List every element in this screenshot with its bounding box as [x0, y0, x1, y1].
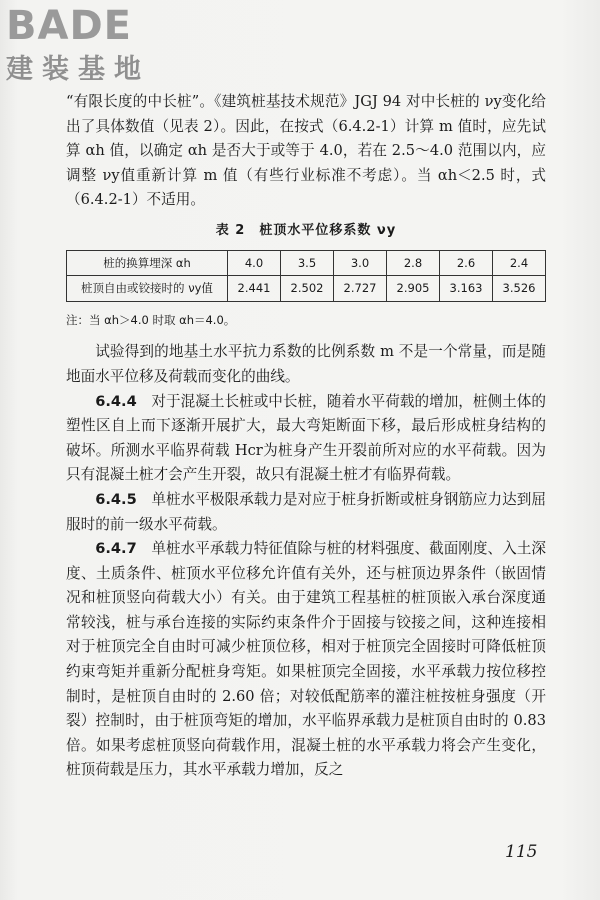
logo-main-text: BADE: [6, 3, 132, 49]
table-header-cell: 3.5: [281, 250, 334, 276]
coefficient-table: [66, 250, 546, 302]
table-header-label: 桩的换算埋深 αh: [67, 250, 228, 276]
section-text: 单桩水平承载力特征值除与桩的材料强度、截面刚度、入土深度、土质条件、桩顶水平位移允许值有关外，还与桩顶边界条件（嵌固情况和桩顶竖向荷载大小）有关。由于建筑工程基桩的桩顶嵌入承台深度通常较浅，桩与承台连接的实际约束条件介于固接与铰接之间，这种连接相对于桩顶完全自由时可减少桩顶位移，相对于桩顶完全固接时可降低桩顶约束弯矩并重新分配桩身弯矩。如果桩顶完全固接，水平承载力按位移控制时，是桩顶自由时的 2.60 倍；对较低配筋率的灌注桩按桩身强度（开裂）控制时，由于桩顶弯矩的增加，水平临界承载力是桩顶自由时的 0.83 倍。如果考虑桩顶竖向荷载作用，混凝土桩的水平承载力将会产生变化，桩顶荷载是压力，其水平承载力增加，反之: [66, 540, 546, 779]
table-header-row: [67, 250, 546, 276]
section-number: 6.4.5: [95, 490, 137, 508]
section-number: 6.4.7: [95, 540, 137, 558]
table-header-cell: 3.0: [334, 250, 387, 276]
paragraph-2: 试验得到的地基土水平抗力系数的比例系数 m 不是一个常量，而是随地面水平位移及荷载而变化的曲线。: [66, 343, 546, 385]
table-cell: 2.905: [387, 276, 440, 302]
logo-sub-text: 建装基地: [6, 54, 150, 85]
table-title: 表 2 桩顶水平位移系数 νy: [215, 222, 397, 238]
table-header-cell: 2.4: [493, 250, 546, 276]
table-cell: 2.727: [334, 276, 387, 302]
page-content: [66, 90, 546, 783]
watermark-logo: [6, 4, 150, 86]
section-text: 对于混凝土长桩或中长桩，随着水平荷载的增加，桩侧土体的塑性区自上而下逐渐开展扩大，最大弯矩断面下移，最后形成桩身结构的破坏。所测水平临界荷载 Hcr为桩身产生开裂前所对应的水平荷载。因为只有混凝土桩才会产生开裂，故只有混凝土桩才有临界荷载。: [66, 392, 546, 484]
table-row-label: 桩顶自由或铰接时的 νy值: [67, 276, 228, 302]
table-header-cell: 2.8: [387, 250, 440, 276]
section-6-4-7: [66, 537, 546, 783]
section-text: 单桩水平极限承载力是对应于桩身折断或桩身钢筋应力达到屈服时的前一级水平荷载。: [66, 490, 546, 533]
table-cell: 3.163: [440, 276, 493, 302]
table-header-cell: 2.6: [440, 250, 493, 276]
table-cell: 2.441: [228, 276, 281, 302]
section-6-4-4: [66, 390, 546, 488]
table-cell: 3.526: [493, 276, 546, 302]
section-number: 6.4.4: [95, 392, 137, 410]
table-header-cell: 4.0: [228, 250, 281, 276]
page-number: 115: [505, 842, 538, 862]
table-row: [67, 276, 546, 302]
section-6-4-5: [66, 488, 546, 537]
table-cell: 2.502: [281, 276, 334, 302]
table-note: 注：当 αh＞4.0 时取 αh＝4.0。: [66, 312, 236, 327]
paragraph-1: “有限长度的中长桩”。《建筑桩基技术规范》JGJ 94 对中长桩的 νy变化给出了具体数值（见表 2）。因此，在按式（6.4.2-1）计算 m 值时，应先试算 αh 值，以确定 αh 是否大于或等于 4.0，若在 2.5～4.0 范围以内，应调整 νy值重新计算 m 值（有些行业标准不考虑）。当 αh＜2.5 时，式（6.4.2-1）不适用。: [66, 93, 546, 209]
